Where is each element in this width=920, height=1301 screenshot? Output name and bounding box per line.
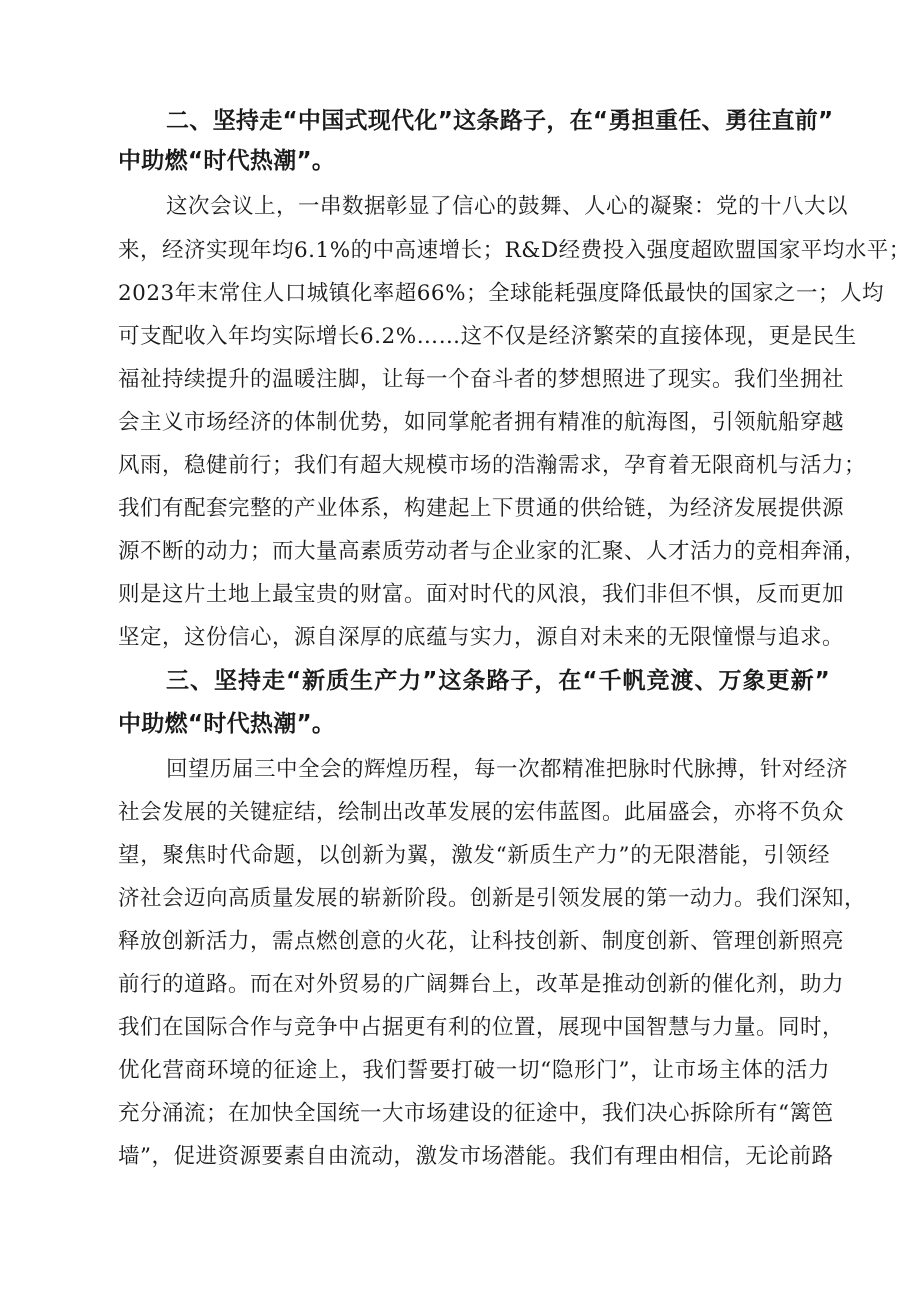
section2-paragraph-line-1: 这次会议上，一串数据彰显了信心的鼓舞、人心的凝聚：党的十八大以 — [166, 194, 849, 219]
section2-heading-line-2: 中助燃“时代热潮”。 — [118, 148, 336, 174]
section2-paragraph-line-6: 会主义市场经济的体制优势，如同掌舵者拥有精准的航海图，引领航船穿越 — [118, 410, 845, 435]
section2-paragraph-line-9: 源不断的动力；而大量高素质劳动者与企业家的汇聚、人才活力的竞相奔涌， — [118, 539, 867, 564]
section3-paragraph-line-8: 优化营商环境的征途上，我们誓要打破一切“隐形门”，让市场主体的活力 — [118, 1058, 830, 1083]
section3-paragraph-line-9: 充分涌流；在加快全国统一大市场建设的征途中，我们决心拆除所有“篱笆 — [118, 1101, 834, 1126]
section3-paragraph-line-4: 济社会迈向高质量发展的崭新阶段。创新是引领发展的第一动力。我们深知， — [118, 886, 867, 911]
section3-paragraph-line-5: 释放创新活力，需点燃创意的火花，让科技创新、制度创新、管理创新照亮 — [118, 929, 845, 954]
section3-paragraph-line-7: 我们在国际合作与竞争中占据更有利的位置，展现中国智慧与力量。同时， — [118, 1015, 845, 1040]
section3-heading-line-2: 中助燃“时代热潮”。 — [118, 711, 336, 737]
section3-paragraph-line-2: 社会发展的关键症结，绘制出改革发展的宏伟蓝图。此届盛会，亦将不负众 — [118, 800, 845, 825]
section2-paragraph-line-10: 则是这片土地上最宝贵的财富。面对时代的风浪，我们非但不惧，反而更加 — [118, 582, 845, 607]
section2-paragraph-line-3: 2023年末常住人口城镇化率超66%；全球能耗强度降低最快的国家之一；人均 — [118, 281, 885, 306]
section3-paragraph-line-6: 前行的道路。而在对外贸易的广阔舞台上，改革是推动创新的催化剂，助力 — [118, 972, 845, 997]
section2-paragraph-line-11: 坚定，这份信心，源自深厚的底蕴与实力，源自对未来的无限憧憬与追求。 — [118, 625, 845, 650]
section2-paragraph-line-2: 来，经济实现年均6.1%的中高速增长；R&D经费投入强度超欧盟国家平均水平； — [118, 238, 911, 263]
section3-paragraph-line-3: 望，聚焦时代命题，以创新为翼，激发“新质生产力”的无限潜能，引领经 — [118, 843, 830, 868]
section2-paragraph-line-8: 我们有配套完整的产业体系，构建起上下贯通的供给链，为经济发展提供源 — [118, 496, 845, 521]
section2-heading-line-1: 二、坚持走“中国式现代化”这条路子，在“勇担重任、勇往直前” — [166, 108, 834, 134]
section3-paragraph-line-1: 回望历届三中全会的辉煌历程，每一次都精准把脉时代脉搏，针对经济 — [166, 757, 849, 782]
section3-paragraph-line-10: 墙”，促进资源要素自由流动，激发市场潜能。我们有理由相信，无论前路 — [118, 1144, 834, 1169]
section3-heading-line-1: 三、坚持走“新质生产力”这条路子，在“千帆竞渡、万象更新” — [166, 668, 830, 694]
section2-paragraph-line-5: 福祉持续提升的温暖注脚，让每一个奋斗者的梦想照进了现实。我们坐拥社 — [118, 367, 845, 392]
section2-paragraph-line-7: 风雨，稳健前行；我们有超大规模市场的浩瀚需求，孕育着无限商机与活力； — [118, 453, 867, 478]
section2-paragraph-line-4: 可支配收入年均实际增长6.2%……这不仅是经济繁荣的直接体现，更是民生 — [118, 324, 857, 349]
